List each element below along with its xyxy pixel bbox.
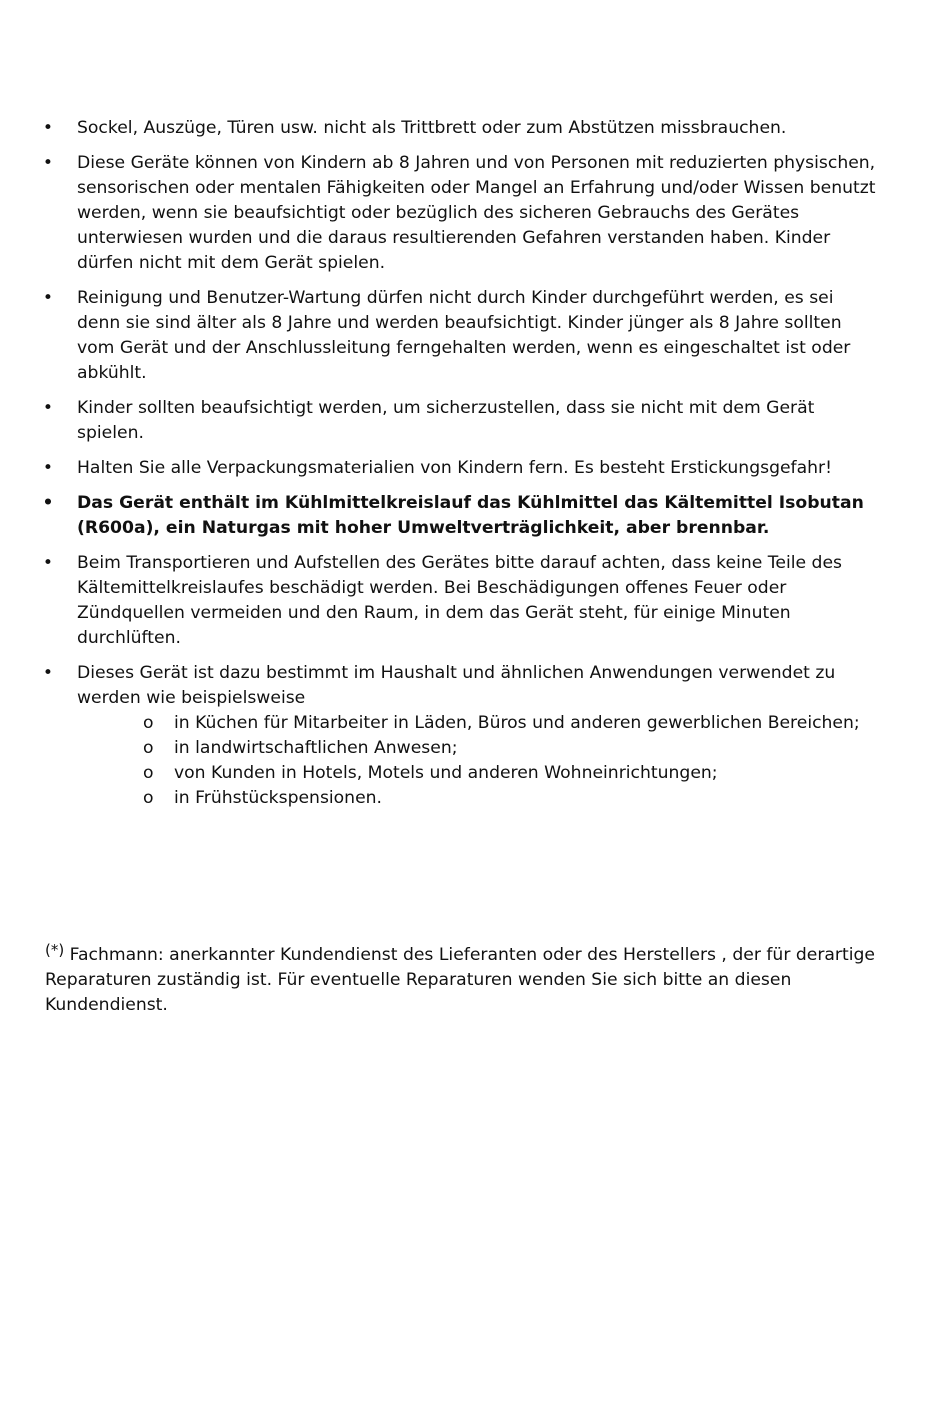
bullet-dot: • bbox=[42, 153, 54, 173]
bullet-dot: • bbox=[42, 493, 54, 513]
bullet-dot: • bbox=[42, 398, 54, 418]
sub-marker: o bbox=[143, 763, 154, 783]
sub-item bbox=[77, 736, 882, 761]
bullet-text: Das Gerät enthält im Kühlmittelkreislauf das Kühlmittel das Kältemittel Isobutan (R600a), ein Naturgas mit hoher Umweltverträglichkeit, aber brennbar. bbox=[77, 493, 864, 538]
sub-item bbox=[77, 711, 882, 736]
footnote-text: Fachmann: anerkannter Kundendienst des Lieferanten oder des Herstellers , der für derartige Reparaturen zuständig ist. Für eventuelle Reparaturen wenden Sie sich bitte an diesen Kundendienst. bbox=[45, 945, 876, 1015]
sub-marker: o bbox=[143, 713, 154, 733]
bullet-item-supervision bbox=[42, 396, 882, 446]
bullet-item-intended-use bbox=[42, 661, 882, 811]
bullet-text: Reinigung und Benutzer-Wartung dürfen nicht durch Kinder durchgeführt werden, es sei denn sie sind älter als 8 Jahre und werden beaufsichtigt. Kinder jünger als 8 Jahre sollten vom Gerät und der Anschlussleitung ferngehalten werden, wenn es eingeschaltet ist oder abkühlt. bbox=[77, 288, 851, 383]
bullet-dot: • bbox=[42, 288, 54, 308]
bullet-item-transport bbox=[42, 551, 882, 651]
bullet-item-children-use bbox=[42, 151, 882, 276]
sub-marker: o bbox=[143, 738, 154, 758]
bullet-text: Diese Geräte können von Kindern ab 8 Jahren und von Personen mit reduzierten physischen, sensorischen oder mentalen Fähigkeiten oder Mangel an Erfahrung und/oder Wissen benutzt werden, wenn sie beaufsichtigt oder bezüglich des sicheren Gebrauchs des Gerätes unterwiesen wurden und die daraus resultierenden Gefahren verstanden haben. Kinder dürfen nicht mit dem Gerät spielen. bbox=[77, 153, 876, 273]
sub-item bbox=[77, 786, 882, 811]
bullet-dot: • bbox=[42, 663, 54, 683]
sub-item bbox=[77, 761, 882, 786]
sub-item-text: von Kunden in Hotels, Motels und anderen Wohneinrichtungen; bbox=[174, 763, 718, 783]
bullet-text: Dieses Gerät ist dazu bestimmt im Haushalt und ähnlichen Anwendungen verwendet zu werden wie beispielsweise bbox=[77, 663, 836, 708]
footnote-marker: (*) bbox=[45, 941, 65, 959]
bullet-item-refrigerant-warning bbox=[42, 491, 882, 541]
sub-item-text: in Küchen für Mitarbeiter in Läden, Büros und anderen gewerblichen Bereichen; bbox=[174, 713, 860, 733]
bullet-text: Kinder sollten beaufsichtigt werden, um sicherzustellen, dass sie nicht mit dem Gerät spielen. bbox=[77, 398, 815, 443]
bullet-dot: • bbox=[42, 553, 54, 573]
bullet-text: Beim Transportieren und Aufstellen des Gerätes bitte darauf achten, dass keine Teile des Kältemittelkreislaufes beschädigt werden. Bei Beschädigungen offenes Feuer oder Zündquellen vermeiden und den Raum, in dem das Gerät steht, für einige Minuten durchlüften. bbox=[77, 553, 842, 648]
bullet-item-misuse bbox=[42, 116, 882, 141]
bullet-item-packaging bbox=[42, 456, 882, 481]
footnote bbox=[45, 943, 895, 1018]
bullet-dot: • bbox=[42, 458, 54, 478]
bullet-text: Sockel, Auszüge, Türen usw. nicht als Trittbrett oder zum Abstützen missbrauchen. bbox=[77, 118, 787, 138]
safety-bullet-list bbox=[42, 116, 882, 821]
bullet-dot: • bbox=[42, 118, 54, 138]
bullet-text: Halten Sie alle Verpackungsmaterialien von Kindern fern. Es besteht Erstickungsgefahr! bbox=[77, 458, 832, 478]
sub-item-text: in Frühstückspensionen. bbox=[174, 788, 383, 808]
sub-item-text: in landwirtschaftlichen Anwesen; bbox=[174, 738, 458, 758]
intended-use-sublist bbox=[77, 711, 882, 811]
bullet-item-cleaning bbox=[42, 286, 882, 386]
sub-marker: o bbox=[143, 788, 154, 808]
